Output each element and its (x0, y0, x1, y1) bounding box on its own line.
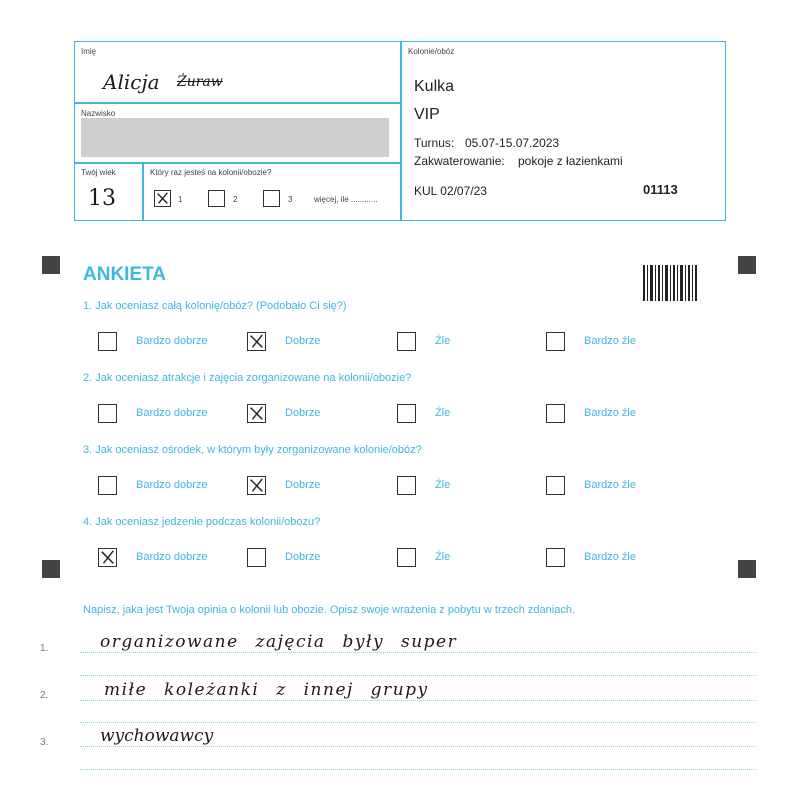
opinion-answer[interactable]: organizowane zajęcia były super (100, 632, 458, 652)
answer-option-label: Bardzo źle (584, 551, 636, 563)
writing-line (80, 700, 756, 701)
line-number: 2. (40, 690, 49, 701)
camp-label: Kolonie/obóz (408, 47, 455, 56)
name-value[interactable]: Alicja (103, 70, 160, 94)
writing-line (80, 722, 756, 723)
answer-checkbox[interactable] (98, 404, 117, 423)
writing-line (80, 769, 756, 770)
form-number: 01113 (643, 182, 678, 197)
times-checkbox-3[interactable] (263, 190, 280, 207)
surname-label: Nazwisko (81, 109, 116, 118)
surname-redacted (81, 118, 389, 157)
answer-checkbox[interactable] (546, 548, 565, 567)
registration-mark (42, 560, 60, 578)
registration-mark (738, 256, 756, 274)
check-mark-icon (248, 405, 265, 422)
accommodation-value: pokoje z łazienkami (518, 154, 623, 168)
answer-option-label: Bardzo dobrze (136, 551, 208, 563)
answer-option-label: Źle (435, 335, 451, 347)
form-divider (142, 162, 144, 221)
answer-checkbox[interactable] (397, 404, 416, 423)
answer-option-label: Dobrze (285, 335, 321, 347)
times-label: Który raz jesteś na kolonii/obozie? (150, 168, 272, 177)
writing-line (80, 652, 756, 653)
times-more-label: więcej, ile ............ (314, 195, 378, 204)
camp-tier: VIP (414, 106, 440, 123)
check-mark-icon (155, 191, 170, 206)
name-label: Imię (81, 47, 97, 56)
times-checkbox-1[interactable] (154, 190, 171, 207)
answer-option-label: Źle (435, 407, 451, 419)
answer-checkbox[interactable] (546, 332, 565, 351)
age-value[interactable]: 13 (88, 186, 116, 211)
question-text: 2. Jak oceniasz atrakcje i zajęcia zorganizowane na kolonii/obozie? (83, 372, 412, 384)
answer-checkbox[interactable] (98, 476, 117, 495)
opinion-answer[interactable]: miłe koleżanki z innej grupy (104, 680, 429, 700)
opinion-prompt: Napisz, jaka jest Twoja opinia o kolonii lub obozie. Opisz swoje wrażenia z pobytu w trzech zdaniach. (83, 604, 575, 616)
answer-option-label: Dobrze (285, 407, 321, 419)
accommodation-label: Zakwaterowanie: (414, 154, 505, 168)
form-divider (74, 102, 401, 104)
answer-checkbox[interactable] (247, 476, 266, 495)
answer-option-label: Bardzo dobrze (136, 479, 208, 491)
answer-option-label: Dobrze (285, 479, 321, 491)
answer-option-label: Bardzo źle (584, 407, 636, 419)
registration-mark (738, 560, 756, 578)
answer-checkbox[interactable] (397, 548, 416, 567)
name-crossed: Żuraw (177, 74, 223, 90)
camp-code: KUL 02/07/23 (414, 184, 487, 198)
answer-checkbox[interactable] (98, 548, 117, 567)
answer-checkbox[interactable] (247, 404, 266, 423)
times-option-label: 1 (178, 195, 183, 204)
times-checkbox-2[interactable] (208, 190, 225, 207)
answer-option-label: Źle (435, 479, 451, 491)
answer-checkbox[interactable] (546, 404, 565, 423)
answer-checkbox[interactable] (397, 476, 416, 495)
answer-checkbox[interactable] (98, 332, 117, 351)
turnus-value: 05.07-15.07.2023 (465, 136, 560, 150)
form-divider (400, 41, 402, 221)
line-number: 1. (40, 643, 49, 654)
answer-checkbox[interactable] (546, 476, 565, 495)
registration-mark (42, 256, 60, 274)
writing-line (80, 746, 756, 747)
answer-option-label: Źle (435, 551, 451, 563)
barcode-icon (643, 265, 697, 301)
turnus-label: Turnus: (414, 136, 455, 150)
question-text: 3. Jak oceniasz ośrodek, w którym były zorganizowane kolonie/obóz? (83, 444, 422, 456)
answer-option-label: Dobrze (285, 551, 321, 563)
times-option-label: 3 (288, 195, 293, 204)
answer-checkbox[interactable] (247, 332, 266, 351)
answer-option-label: Bardzo źle (584, 335, 636, 347)
opinion-answer[interactable]: wychowawcy (100, 726, 214, 746)
check-mark-icon (99, 549, 116, 566)
camp-name: Kulka (414, 78, 455, 95)
check-mark-icon (248, 477, 265, 494)
writing-line (80, 675, 756, 676)
age-label: Twój wiek (81, 168, 116, 177)
answer-option-label: Bardzo dobrze (136, 335, 208, 347)
answer-option-label: Bardzo źle (584, 479, 636, 491)
answer-checkbox[interactable] (247, 548, 266, 567)
form-divider (74, 162, 401, 164)
answer-checkbox[interactable] (397, 332, 416, 351)
line-number: 3. (40, 737, 49, 748)
question-text: 1. Jak oceniasz całą kolonię/obóz? (Podobało Ci się?) (83, 300, 347, 312)
check-mark-icon (248, 333, 265, 350)
times-option-label: 2 (233, 195, 238, 204)
question-text: 4. Jak oceniasz jedzenie podczas kolonii/obozu? (83, 516, 321, 528)
answer-option-label: Bardzo dobrze (136, 407, 208, 419)
survey-title: ANKIETA (83, 264, 167, 285)
